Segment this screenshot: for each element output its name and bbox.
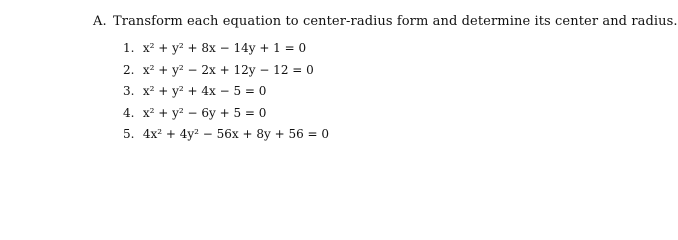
section-heading (93, 14, 678, 30)
equation-item (123, 81, 329, 103)
equation-list (123, 38, 329, 146)
equation-number: 4. (123, 105, 135, 120)
equation-number: 2. (123, 62, 135, 77)
equation-item (123, 124, 329, 146)
equation-number: 3. (123, 84, 135, 98)
equation-item (123, 103, 329, 125)
section-instruction: Transform each equation to center-radius form and determine its center and radius. (113, 14, 678, 29)
equation-expression: x² + y² + 4x − 5 = 0 (142, 84, 267, 98)
equation-expression: 4x² + 4y² − 56x + 8y + 56 = 0 (142, 127, 330, 141)
section-letter: A. (93, 14, 107, 29)
equation-expression: x² + y² − 2x + 12y − 12 = 0 (142, 62, 314, 77)
equation-item (123, 60, 329, 82)
equation-item (123, 38, 329, 60)
equation-number: 1. (123, 41, 135, 55)
equation-number: 5. (123, 127, 135, 141)
equation-expression: x² + y² + 8x − 14y + 1 = 0 (142, 41, 307, 55)
equation-expression: x² + y² − 6y + 5 = 0 (142, 105, 267, 120)
